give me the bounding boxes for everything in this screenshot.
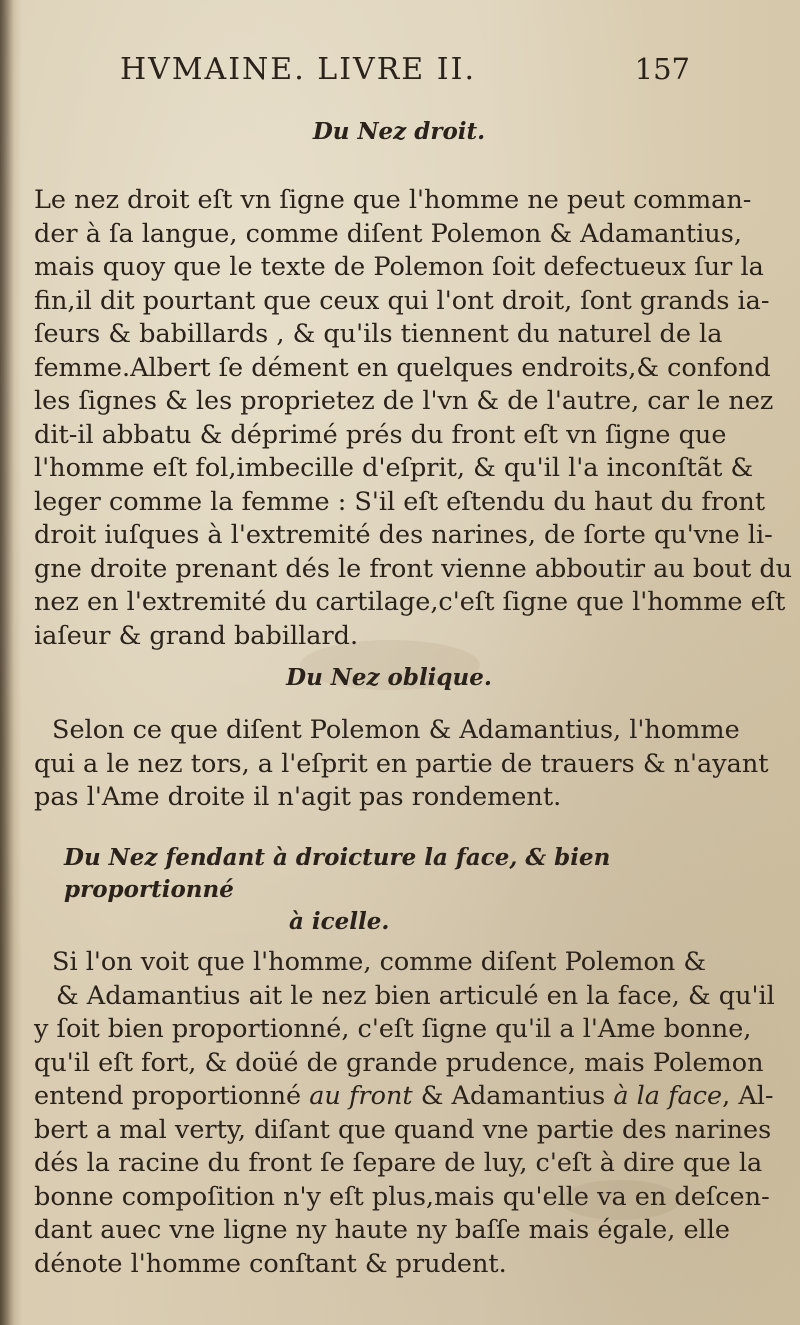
text-line: qu'il eſt fort, & doüé de grande prudence, mais Polemon (34, 1047, 764, 1078)
heading-line: à icelle. (289, 908, 390, 935)
text-line: mais quoy que le texte de Polemon ſoit defectueux ſur la (34, 252, 764, 282)
spine-shadow (0, 0, 14, 1325)
italic-run: à la face (613, 1081, 723, 1111)
section-body (34, 946, 775, 1281)
section-heading: Du Nez oblique. (286, 664, 492, 691)
text-line: leger comme la femme : S'il eſt eſtendu du haut du front (34, 486, 766, 517)
section-heading: Du Nez droit. (312, 118, 486, 145)
text-run: , Al- (722, 1081, 774, 1111)
running-title: HVMAINE. LIVRE II. (120, 52, 476, 87)
text-line: ſeurs & babillards , & qu'ils tiennent du naturel de la (34, 319, 723, 349)
text-line: pas l'Ame droite il n'agit pas rondement. (34, 782, 562, 812)
text-line: Le nez droit eſt vn ſigne que l'homme ne peut comman- (34, 185, 752, 215)
text-line: y ſoit bien proportionné, c'eſt ſigne qu'il a l'Ame bonne, (34, 1014, 752, 1044)
text-line: dant auec vne ligne ny haute ny baſſe mais égale, elle (34, 1215, 730, 1245)
text-line: dés la racine du front ſe ſepare de luy, c'eſt à dire que la (34, 1148, 763, 1178)
text-line: droit iuſques à l'extremité des narines, de ſorte qu'vne li- (34, 520, 773, 550)
italic-run: au front (309, 1081, 413, 1111)
text-line: nez en l'extremité du cartilage,c'eſt ſigne que l'homme eſt (34, 587, 786, 617)
section-body (34, 184, 793, 653)
text-line: bert a mal verty, diſant que quand vne partie des narines (34, 1114, 772, 1145)
text-line: dénote l'homme conſtant & prudent. (34, 1248, 507, 1279)
text-line: fin,il dit pourtant que ceux qui l'ont droit, ſont grands ia- (34, 285, 770, 316)
text-line: l'homme eſt fol,imbecille d'eſprit, & qu'il l'a inconſtãt & (34, 453, 754, 483)
page-header (120, 52, 690, 92)
text-line: der à ſa langue, comme diſent Polemon & Adamantius, (34, 218, 742, 249)
text-line: Si l'on voit que l'homme, comme diſent Polemon & (52, 947, 707, 977)
text-line: iaſeur & grand babillard. (34, 620, 359, 651)
text-line: Selon ce que diſent Polemon & Adamantius, l'homme (52, 715, 740, 745)
section-nez-oblique (34, 664, 724, 691)
text-run: entend proportionné (34, 1081, 310, 1111)
text-line: dit-il abbatu & déprimé prés du front eſt vn ſigne que (34, 419, 727, 450)
text-line: bonne compoſition n'y eſt plus,mais qu'elle va en deſcen- (34, 1181, 770, 1212)
text-line: & Adamantius ait le nez bien articulé en la face, & qu'il (56, 980, 775, 1011)
text-line-mixed (34, 1080, 774, 1114)
text-line: les ſignes & les proprietez de l'vn & de l'autre, car le nez (34, 386, 774, 416)
text-run: & Adamantius (412, 1081, 614, 1111)
page-number: 157 (634, 52, 690, 86)
section-nez-droit (34, 118, 724, 145)
section-nez-fendant (34, 842, 724, 938)
section-body (34, 714, 769, 815)
section-heading (34, 842, 724, 938)
text-line: femme.Albert ſe dément en quelques endroits,& confond (34, 352, 771, 383)
text-line: gne droite prenant dés le front vienne abboutir au bout du (34, 553, 793, 584)
heading-line: Du Nez fendant à droicture la face, & bien proportionné (64, 844, 611, 903)
text-line: qui a le nez tors, a l'eſprit en partie de trauers & n'ayant (34, 748, 769, 779)
